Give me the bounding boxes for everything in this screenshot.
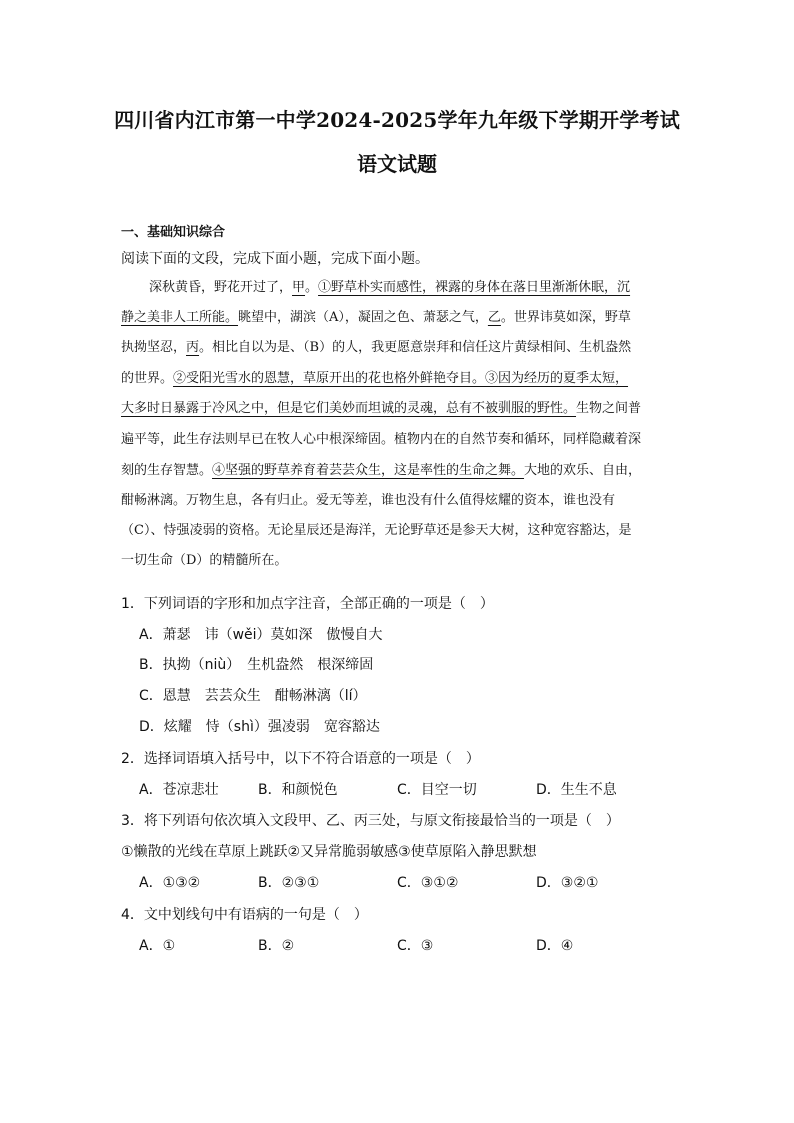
passage-text: 大地的欢乐、自由，	[524, 463, 642, 478]
question-3-stem: 3．将下列语句依次填入文段甲、乙、丙三处，与原文衔接最恰当的一项是（ ）	[121, 813, 620, 829]
passage-text: 遍平等，此生存法则早已在牧人心中根深缔固。植物内在的自然节奏和循环，同样隐藏着深	[121, 432, 642, 447]
question-2-option-d[interactable]: D．生生不息	[536, 782, 617, 798]
passage-line	[121, 491, 615, 511]
passage-line	[121, 308, 631, 328]
passage-text: 生物之间普	[576, 401, 642, 416]
question-4-option-c[interactable]: C．③	[397, 938, 434, 954]
section-instruction: 阅读下面的文段，完成下面小题，完成下面小题。	[121, 251, 429, 267]
question-2-stem: 2．选择词语填入括号中，以下不符合语意的一项是（ ）	[121, 751, 480, 767]
question-3-option-d[interactable]: D．③②①	[536, 875, 599, 891]
passage-text: （C）、恃强凌弱的资格。无论星辰还是海洋，无论野草还是参天大树，这种宽容豁达，是	[121, 523, 632, 538]
passage-text: 一切生命（D）的精髓所在。	[121, 553, 288, 568]
underlined-sentence: ①野草朴实而感性，裸露的身体在落日里渐渐休眠，沉	[318, 280, 631, 295]
question-4-stem: 4．文中划线句中有语病的一句是（ ）	[121, 907, 368, 923]
question-1-option-d[interactable]: D．炫耀 恃（shì）强凌弱 宽容豁达	[139, 719, 380, 735]
section-heading: 一、基础知识综合	[121, 225, 226, 240]
underlined-sentence: 大多时日暴露于冷风之中，但是它们美妙而坦诚的灵魂，总有不被驯服的野性。	[121, 401, 577, 416]
question-4-option-d[interactable]: D．④	[536, 938, 574, 954]
passage-line	[121, 369, 628, 389]
passage-line	[149, 278, 630, 298]
passage-line	[121, 430, 641, 450]
page-title: 四川省内江市第一中学2024-2025学年九年级下学期开学考试	[114, 108, 680, 132]
passage-text: 执拗坚忍，	[121, 340, 187, 355]
underlined-sentence: 静之美非人工所能。	[121, 310, 239, 325]
passage-line	[121, 521, 631, 541]
question-4-option-b[interactable]: B．②	[258, 938, 295, 954]
underlined-sentence: 甲	[292, 280, 306, 295]
passage-line	[121, 551, 287, 571]
question-3-option-b[interactable]: B．②③①	[258, 875, 320, 891]
question-2-option-c[interactable]: C．目空一切	[397, 782, 477, 798]
passage-line	[121, 338, 631, 358]
passage-line	[121, 399, 641, 419]
question-1-option-a[interactable]: A．萧瑟 讳（wěi）莫如深 傲慢自大	[139, 627, 383, 643]
page-subtitle: 语文试题	[357, 152, 437, 176]
question-4-option-a[interactable]: A．①	[139, 938, 176, 954]
underlined-sentence: ④坚强的野草养育着芸芸众生，这是率性的生命之舞。	[212, 463, 525, 478]
question-1-stem: 1．下列词语的字形和加点字注音，全部正确的一项是（ ）	[121, 596, 494, 612]
passage-text: 眺望中，湖滨（A），凝固之色、萧瑟之气，	[238, 310, 488, 325]
passage-text: 的世界。	[121, 371, 174, 386]
question-3-option-c[interactable]: C．③①②	[397, 875, 459, 891]
question-3-sentences: ①懒散的光线在草原上跳跃②又异常脆弱敏感③使草原陷入静思默想	[121, 844, 537, 860]
question-2-option-b[interactable]: B．和颜悦色	[258, 782, 338, 798]
passage-line	[121, 461, 641, 481]
question-2-option-a[interactable]: A．苍凉悲壮	[139, 782, 219, 798]
passage-text: 。	[305, 280, 319, 295]
passage-text: 刻的生存智慧。	[121, 463, 213, 478]
underlined-sentence: 乙	[487, 310, 501, 325]
passage-text: 。世界讳莫如深，野草	[500, 310, 631, 325]
question-1-option-c[interactable]: C．恩慧 芸芸众生 酣畅淋漓（lí）	[139, 688, 367, 704]
underlined-sentence: 丙	[186, 340, 200, 355]
underlined-sentence: ②受阳光雪水的恩慧，草原开出的花也格外鲜艳夺目。③因为经历的夏季太短，	[173, 371, 629, 386]
passage-text: 深秋黄昏，野花开过了，	[149, 280, 293, 295]
question-1-option-b[interactable]: B．执拗（niù） 生机盎然 根深缔固	[139, 657, 374, 673]
question-3-option-a[interactable]: A．①③②	[139, 875, 201, 891]
passage-text: 酣畅淋漓。万物生息，各有归止。爱无等差，谁也没有什么值得炫耀的资本，谁也没有	[121, 493, 616, 508]
passage-text: 。相比自以为是、（B）的人，我更愿意崇拜和信任这片黄绿相间、生机盎然	[199, 340, 632, 355]
